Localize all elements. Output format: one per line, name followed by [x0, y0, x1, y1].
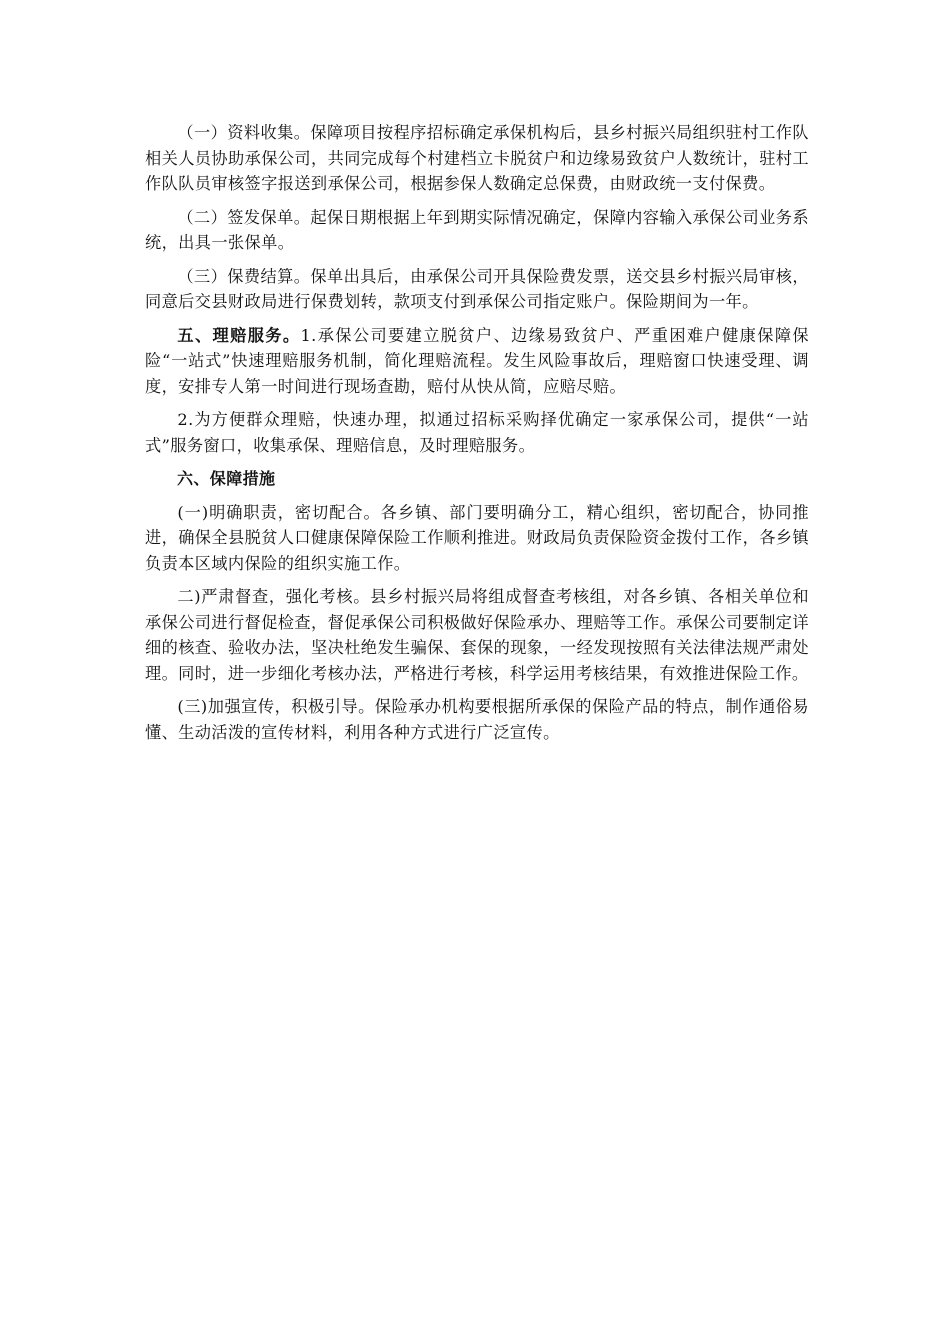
heading-text: 六、保障措施 [177, 469, 276, 488]
paragraph-text: (一)明确职责，密切配合。各乡镇、部门要明确分工，精心组织，密切配合，协同推进，确保全县脱贫人口健康保障保险工作顺利推进。财政局负责保险资金拨付工作，各乡镇负责本区域内保险的组织实施工作。 [145, 502, 809, 573]
paragraph-text: （三）保费结算。保单出具后，由承保公司开具保险费发票，送交县乡村振兴局审核，同意后交县财政局进行保费划转，款项支付到承保公司指定账户。保险期间为一年。 [145, 266, 809, 311]
paragraph-data-collection [145, 120, 809, 197]
section-heading-safeguards [145, 466, 809, 492]
section-heading-claims-service: 五、理赔服务。 [177, 325, 301, 345]
paragraph-text: （一）资料收集。保障项目按程序招标确定承保机构后，县乡村振兴局组织驻村工作队相关人员协助承保公司，共同完成每个村建档立卡脱贫户和边缘易致贫户人数统计，驻村工作队队员审核签字报送到承保公司，根据参保人数确定总保费，由财政统一支付保费。 [145, 123, 809, 193]
paragraph-text: 2.为方便群众理赔，快速办理，拟通过招标采购择优确定一家承保公司，提供“一站式”服务窗口，收集承保、理赔信息，及时理赔服务。 [145, 410, 809, 455]
document-body [145, 120, 809, 753]
paragraph-issue-policy [145, 205, 809, 256]
paragraph-text: (三)加强宣传，积极引导。保险承办机构要根据所承保的保险产品的特点，制作通俗易懂、生动活泼的宣传材料，利用各种方式进行广泛宣传。 [145, 697, 809, 742]
paragraph-text: （二）签发保单。起保日期根据上年到期实际情况确定，保障内容输入承保公司业务系统，出具一张保单。 [145, 207, 809, 252]
paragraph-publicity [145, 694, 809, 745]
paragraph-claims-service [145, 323, 809, 400]
paragraph-text: 二)严肃督查，强化考核。县乡村振兴局将组成督查考核组，对各乡镇、各相关单位和承保公司进行督促检查，督促承保公司积极做好保险承办、理赔等工作。承保公司要制定详细的核查、验收办法，坚决杜绝发生骗保、套保的现象，一经发现按照有关法律法规严肃处理。同时，进一步细化考核办法，严格进行考核，科学运用考核结果，有效推进保险工作。 [145, 587, 809, 683]
paragraph-text: 1.承保公司要建立脱贫户、边缘易致贫户、严重困难户健康保障保险“一站式”快速理赔服务机制，简化理赔流程。发生风险事故后，理赔窗口快速受理、调度，安排专人第一时间进行现场查勘，赔付从快从简，应赔尽赔。 [145, 325, 809, 396]
paragraph-supervision [145, 584, 809, 686]
paragraph-clarify-duties [145, 500, 809, 577]
paragraph-premium-settlement [145, 264, 809, 315]
paragraph-claims-window [145, 407, 809, 458]
